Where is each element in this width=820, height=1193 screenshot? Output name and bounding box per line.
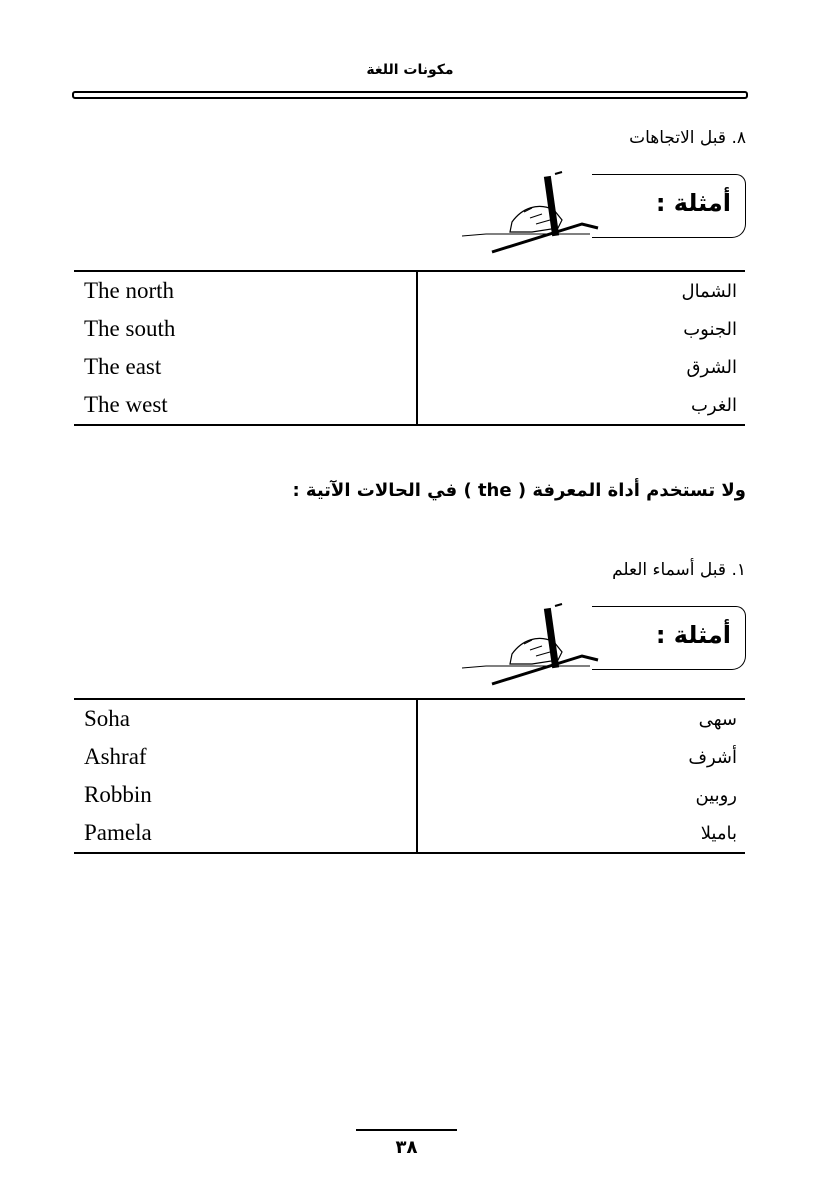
examples-label: أمثلة : xyxy=(655,189,731,217)
page-number: ٣٨ xyxy=(395,1137,418,1158)
arabic-term: الغرب xyxy=(690,394,737,416)
table-row xyxy=(74,776,745,814)
arabic-term: الشمال xyxy=(681,280,737,302)
arabic-term: الشرق xyxy=(686,356,737,378)
arabic-term: روبين xyxy=(695,784,737,806)
examples-label-box xyxy=(592,174,746,238)
table-row xyxy=(74,386,745,425)
directions-vocab-table xyxy=(74,270,745,426)
english-term: Soha xyxy=(74,699,417,738)
pointing-hand-icon xyxy=(462,602,602,686)
running-header-title: مكونات اللغة xyxy=(366,62,454,78)
table-row xyxy=(74,738,745,776)
header-divider xyxy=(72,91,748,99)
section-heading-proper-nouns: ١. قبل أسماء العلم xyxy=(612,560,746,580)
section-heading-directions: ٨. قبل الاتجاهات xyxy=(629,128,746,148)
examples-label-box xyxy=(592,606,746,670)
table-row xyxy=(74,348,745,386)
arabic-term: باميلا xyxy=(700,822,737,844)
arabic-term: سهى xyxy=(698,708,737,730)
english-term: The east xyxy=(74,348,417,386)
proper-nouns-vocab-table xyxy=(74,698,745,854)
english-term: Ashraf xyxy=(74,738,417,776)
examples-label: أمثلة : xyxy=(655,621,731,649)
english-term: Robbin xyxy=(74,776,417,814)
english-term: Pamela xyxy=(74,814,417,853)
arabic-term: الجنوب xyxy=(683,318,737,340)
english-term: The north xyxy=(74,271,417,310)
arabic-term: أشرف xyxy=(688,746,737,768)
usage-note: ولا تستخدم أداة المعرفة ( the ) في الحالات الآتية : xyxy=(292,480,746,501)
pointing-hand-icon xyxy=(462,170,602,254)
footer-divider xyxy=(356,1129,457,1131)
table-row xyxy=(74,271,745,310)
table-row xyxy=(74,814,745,853)
english-term: The west xyxy=(74,386,417,425)
english-term: The south xyxy=(74,310,417,348)
table-row xyxy=(74,699,745,738)
table-row xyxy=(74,310,745,348)
